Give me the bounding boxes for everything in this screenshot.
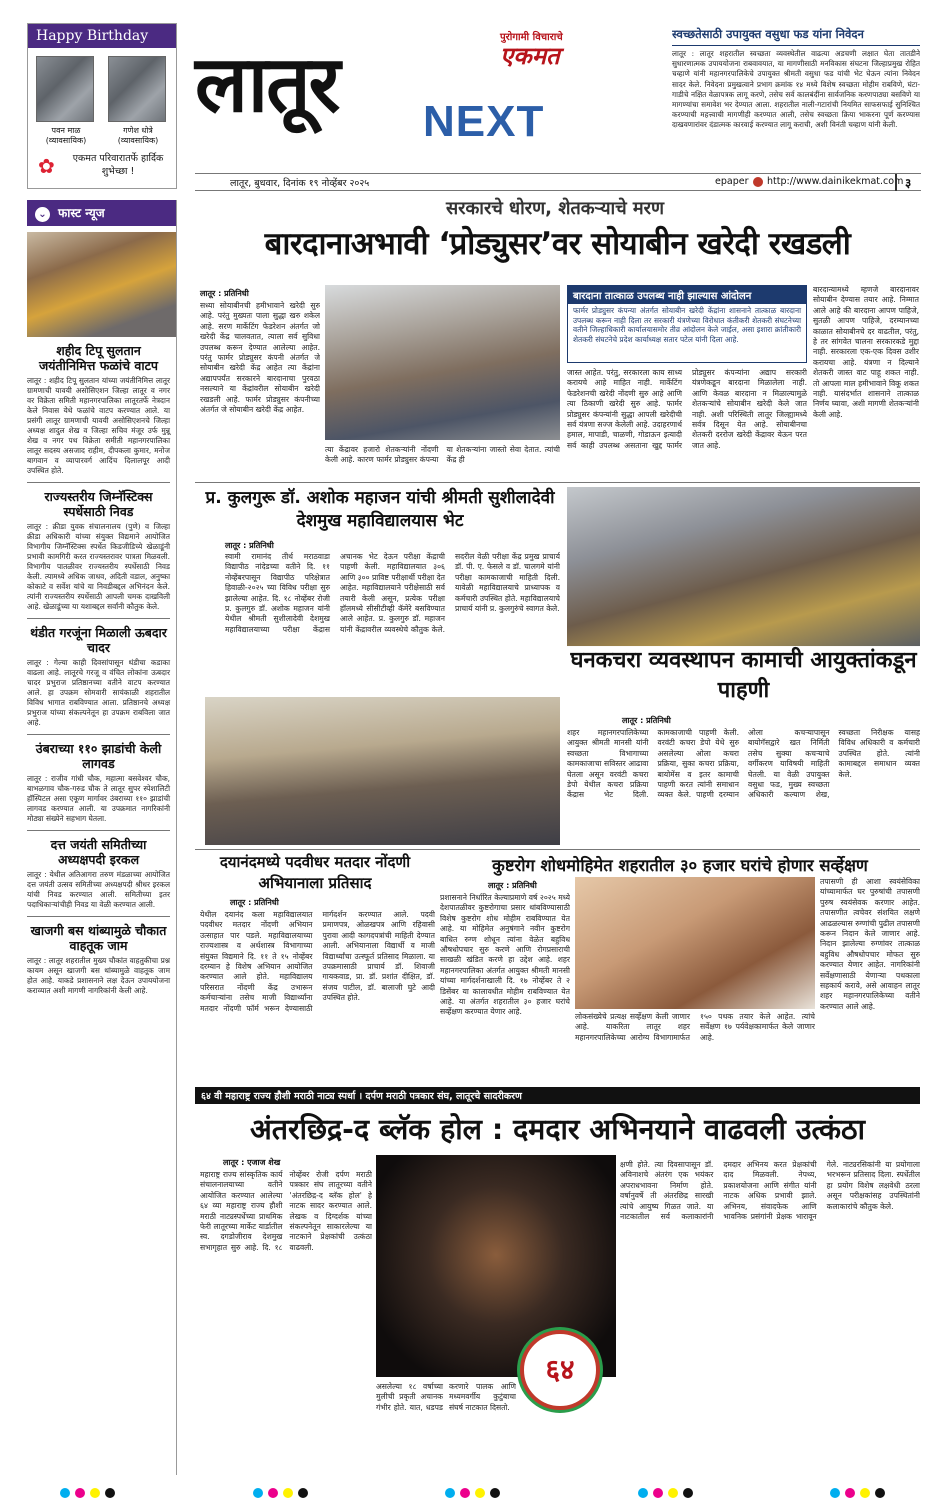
birthday-title: Happy Birthday <box>28 24 176 48</box>
news-head: शहीद टिपू सुलतान जयंतीनिमित्त फळांचे वाटप <box>38 343 159 373</box>
masthead-paper: एकमत <box>500 42 560 70</box>
visit-headline: प्र. कुलगुरू डॉ. अशोक महाजन यांची श्रीमती सुशीलादेवी देशमुख महाविद्यालयास भेट <box>205 488 555 531</box>
kicker: सरकारचे धोरण, शेतकऱ्याचे मरण <box>445 198 665 219</box>
news-head: राज्यस्तरीय जिम्नॅस्टिक्स स्पर्धेसाठी निवड <box>44 489 153 519</box>
drama-strip: ६४ वी महाराष्ट्र राज्य हौशी मराठी नाट्य स्पर्धा । दर्पण मराठी पत्रकार संघ, लातूरचे सादरीकरण <box>195 1087 920 1104</box>
top-story <box>672 27 920 172</box>
lead-photo <box>325 285 560 440</box>
fast-news-header <box>27 200 176 226</box>
leprosy-text: प्रशासनाने निर्धारित केल्याप्रमाणे वर्ष २०२५ मध्ये देशपातळीवर कुष्टरोगाचा प्रसार थांबविण्यासाठी विशेष कुष्टरोग शोध मोहीम राबविण्यात येत आहे. या मोहिमेत अनुषंगाने नवीन कुष्टरोग बाधित रुग्ण शोधून त्यांना वेळेत बहुविध औषधोपचार सुरु करणे आणि रोगप्रसाराची साखळी खंडित करणे हा उद्देश आहे. शहर महानगरपालिका अंतर्गत आयुक्त श्रीमती मानसी यांच्या मार्गदर्शनाखाली दि. १७ नोव्हेंबर ते २ डिसेंबर या कालावधीत मोहीम राबविण्यात येत आहे. या अंतर्गत शहरातील ३० हजार घरांचे सर्व्हेक्षण करण्यात येणार आहे. <box>440 893 570 1017</box>
fast-news-photo <box>27 232 176 337</box>
voter-headline: दयानंदमध्ये पदवीधर मतदार नोंदणी अभियानाला प्रतिसाद <box>219 853 411 892</box>
lead-text-left: सध्या सोयाबीनची हमीभावाने खरेदी सुरु आहे. परंतु मुख्यतः पाला सुद्धा खरु शकेल आहे. सरण मार्केटिंग फेडरेशन अंतर्गत जो खरेदी केंद्र चालवतात, त्याला सर्व सुविधा उपलब्ध करून देण्यात आलेल्या आहेत. परंतु फार्मर प्रोड्युसर कंपनी अंतर्गत जे सोयाबीन खरेदी केंद्र आहेत त्या केंद्रांना अद्यापपर्यंत सरकारने बारदानाचा पुरवठा नसल्याने या केंद्रांवरील सोयाबीन खरेदी रखडली आहे. फार्मर प्रोड्युसर कंपनीच्या अंतर्गत जे सोयाबीन खरेदी केंद्र आहेत. <box>200 301 320 415</box>
masthead <box>195 25 660 165</box>
person-role-2: (व्यावसायिक) <box>117 136 159 145</box>
leprosy-headline: कुष्टरोग शोधमोहिमेत शहरातील ३० हजार घरांचे होणार सर्व्हेक्षण <box>492 856 868 875</box>
dateline-text: लातूर, बुधवार, दिनांक १९ नोव्हेंबर २०२५ <box>230 178 370 189</box>
waste-headline: घनकचरा व्यवस्थापन कामाची आयुक्तांकडून पाहणी <box>567 646 920 706</box>
dateline-bar <box>195 173 921 191</box>
leprosy-byline: लातूर : प्रतिनिधी <box>488 881 537 890</box>
news-text: लातूर : लातूर शहरातील मुख्य चौकांत वाहतुकीचा प्रश्न कायम असून खाजगी बस थांब्यामुळे वाहतूक जाम होत आहे. याकडे प्रशासनाने लक्ष देऊन उपाययोजना कराव्यात अशी मागणी नागरिकांनी केली आहे. <box>27 956 170 995</box>
leprosy-caption: लोकसंख्येचे प्रत्यक्ष सर्व्हेक्षण केली जाणार आहे. याकरिता लातूर शहर महानगरपालिकेच्या आरोग्य विभागामार्फत १५० पथक तयार केले आहेत. त्यांचे सर्वेक्षण १७ पर्यवेक्षकामार्फत केले जाणार आहे. <box>575 1012 815 1042</box>
drama-byline: लातूर : एजाज शेख <box>223 1158 281 1167</box>
lead-sidebox <box>567 285 807 363</box>
drama-text-left: महाराष्ट्र राज्य सांस्कृतिक कार्य संचालनालयाच्या वतीने आयोजित करण्यात आलेल्या ६४ व्या महाराष्ट्र राज्य हौशी मराठी नाट्यस्पर्धेच्या प्राथमिक फेरी लातूरच्या मार्केट यार्डातील स्व. दगडोजीराव देशमुख सभागृहात सुरु आहे. दि. १८ नोव्हेंबर रोजी दर्पण मराठी पत्रकार संघ लातूरच्या वतीने 'अंतरछिद्र-द ब्लॅक होल' हे नाटक सादर करण्यात आले. लेखक व दिग्दर्शक यांच्या संकल्पनेतून साकारलेल्या या नाटकाने प्रेक्षकांची उत्कंठा वाढवली. <box>200 1170 372 1252</box>
news-text: लातूर : क्रीडा युवक संचालनालय (पुणे) व जिल्हा क्रीडा अधिकारी यांच्या संयुक्त विद्यमाने आयोजित विभागीय जिम्नॅस्टिक्स स्पर्धेत किडजीडिच्ये खेळाडूंनी प्रभावी कामगिरी करत राज्यस्तरावर पात्रता मिळवली. विभागीय पातळीवर राज्यस्तरीय स्पर्धेसाठी निवड केली. त्यामध्ये अधिक जाधव, अदिती वडाल, अनुष्का कोकाटे व सर्वेश यांचे या निवडीबद्दल अभिनंदन केले. त्यांनी राज्यस्तरीय स्पर्धेसाठी आपली चमक दाखविली आहे. खेळाडूंच्या या यशाबद्दल सर्वांनी कौतुक केले. <box>27 522 170 611</box>
voter-byline: लातूर : प्रतिनिधी <box>230 898 279 907</box>
masthead-city: लातूर <box>195 40 339 130</box>
person-photo-2 <box>108 56 166 122</box>
globe-icon <box>753 177 763 187</box>
visit-photo <box>205 697 560 845</box>
chevron-down-icon: ⌄ <box>35 207 50 222</box>
drama-text-right: क्षणी होते. त्या दिवसापासून डॉ. अविनाशचे अंतरंग एक भयंकर अपराधभावना निर्माण होते. वर्षानुवर्षे ती अंतरछिद्र सारखी त्यांचे आयुष्य गिळत जाते. या नाटकातील सर्व कलाकारांनी दमदार अभिनय करत प्रेक्षकांची दाद मिळवली. नेपथ्य, प्रकाशयोजना आणि संगीत यांनी नाटक अधिक प्रभावी झाले. अभिनय, संवादफेक आणि भावनिक प्रसंगांनी प्रेक्षक भारावून गेले. नाट्यरसिकांनी या प्रयोगाला भरभरून प्रतिसाद दिला. स्पर्धेतील हा प्रयोग विशेष लक्षवेधी ठरला असून परीक्षकांसह उपस्थितांनी कलाकारांचे कौतुक केले. <box>620 1160 920 1222</box>
news-head: उंबराच्या ११० झाडांची केली लागवड <box>35 741 162 771</box>
drama-headline: अंतरछिद्र-द ब्लॅक होल : दमदार अभिनयाने वाढवली उत्कंठा <box>250 1113 865 1146</box>
lead-caption: त्या केंद्रावर हजारो शेतकऱ्यांनी नोंदणी केली आहे. कारण फार्मर प्रोड्युसर कंपन्या या शेतकऱ्यांना जास्तो सेवा देतात. त्यांची केंद्र ही <box>325 445 560 465</box>
person-role-1: (व्यावसायिक) <box>45 136 87 145</box>
person-name-1: पवन माळ <box>51 126 81 135</box>
voter-text: येथील दयानंद कला महाविद्यालयात पदवीधर मतदार नोंदणी अभियान उत्साहात पार पडले. महाविद्यालयाच्या राज्यशास्त्र व अर्थशास्त्र विभागाच्या संयुक्त विद्यमाने दि. ११ ते १५ नोव्हेंबर दरम्यान हे विशेष अभियान आयोजित करण्यात आले होते. महाविद्यालय परिसरात नोंदणी केंद्र उभारून कर्मचाऱ्यांना तसेच माजी विद्यार्थ्यांना मतदार नोंदणी फॉर्म भरून देण्यासाठी मार्गदर्शन करण्यात आले. पदवी प्रमाणपत्र, ओळखपत्र आणि रहिवासी पुरावा आदी कागदपत्रांची माहिती देण्यात आली. अभियानाला विद्यार्थी व माजी विद्यार्थ्यांचा उत्स्फूर्त प्रतिसाद मिळाला. या उपक्रमासाठी प्राचार्य डॉ. शिवाजी गायकवाड, प्रा. डॉ. प्रशांत दीक्षित, डॉ. संजय पाटील, डॉ. बालाजी घुटे आदी उपस्थित होते. <box>200 910 435 1013</box>
birthday-box <box>27 23 177 189</box>
news-text: लातूर : शहीद टिपू सुलतान यांच्या जयंतीनिमित्त लातूर ग्रामणाची यावयी असोसिएशन जिल्हा लातूर व नगर वर विक्रेता समिती महानगरपालिका लातूरतर्फे नेत्रदान केले निवास येथे फळांचे वाटप करण्यात आले. या प्रसंगी लातूर ग्रामणाची यावयी असोसिएशनचे जिल्हा अध्यक्ष शादुल शेख व जिल्हा सचिव मंजूर उर्फ मुन्नू शेख व नगर पथ विक्रेता समीती महानगरपालिका लातूर सदस्य असजाद राहीम, दीपकला कुमार, मनोज बागवान व व्यापारवर्ग आदिंच दिलालपूर आदी उपस्थित होते. <box>27 376 170 475</box>
lead-text-mid: जास्त आहेत. परंतु, सरकारला काय साध्य करायचे आहे माहित नाही. मार्केटिंग फेडरेशनची खरेदी नोंदणी सुरु आहे आणि त्या ठिकाणी खरेदी सुरु आहे. फार्मर प्रोड्युसर कंपन्यांनी सुद्धा आपली खरेदीची सर्व यंत्रणा सज्ज केलेली आहे. उदाहरणार्थ हमाल, मापाडी, चाळणी, गोडाऊन इत्यादी सर्व काही उपलब्ध असताना खुद्द फार्मर प्रोड्युसर कंपन्यांना अद्याप सरकारी यंत्रणेकडून बारदाना मिळालेला नाही. आणि केवळ बारदाना न मिळाल्यामुळे शेतकऱ्यांचे सोयाबीन खरेदी केले जात नाही. अशी परिस्थिती लातूर जिल्ह्यामध्ये सर्वत्र दिसून येत आहे. सोयाबीनचा शेतकरी दररोज खरेदी केंद्रावर येऊन परत जात आहे. <box>567 368 807 450</box>
visit-text: स्वामी रामानंद तीर्थ मराठवाडा विद्यापीठ नांदेडच्या वतीने दि. ११ नोव्हेंबरपासून विद्यापीठ परिक्षेत्रात हिवाळी-२०२५ च्या विविध परीक्षा सुरु झालेल्या आहेत. दि. १८ नोव्हेंबर रोजी प्र. कुलगुरु डॉ. अशोक महाजन यांनी येथील श्रीमती सुशीलादेवी देशमुख महाविद्यालयाच्या परीक्षा केंद्रास अचानक भेट देऊन परीक्षा केंद्राची पाहणी केली. महाविद्यालयात ३०६ आणि ३०० प्राविष्ट परीक्षार्थी परीक्षा देत आहेत. महाविद्यालयाने परीक्षेसाठी सर्व तयारी केली असून, प्रत्येक परीक्षा हॉलमध्ये सीसीटीव्ही कॅमेरे बसविण्यात आले आहेत. प्र. कुलगुरु डॉ. महाजन यांनी केंद्रावरील व्यवस्थेचे कौतुक केले. सदरील वेळी परीक्षा केंद्र प्रमुख प्राचार्य डॉ. पी. ए. फेसले व डॉ. चालगमे यांनी परीक्षा कामकाजाची माहिती दिली. यावेळी महाविद्यालयाचे प्राध्यापक व कर्मचारी उपस्थित होते. महाविद्यालयाचे प्राचार्य यांनी प्र. कुलगुरुंचे स्वागत केले. <box>225 552 560 634</box>
top-story-title: स्वच्छतेसाठी उपायुक्त वसुधा फड यांना निवेदन <box>672 27 920 46</box>
page-number: ३ <box>895 174 911 191</box>
sidebox-text: फार्मर प्रोड्युसर कंपन्या अंतर्गत सोयाबीन खरेदी केंद्रांना शासनाने तात्काळ बारदाना उपलब्ध करून नाही दिला तर सरकारी यंत्रणेच्या विरोधात कंतीकरी शेतकरी संघटनेच्या वतीने जिल्हाधिकारी कार्यालयासमोर तीव्र आंदोलन केले जाईल, असा इशारा क्रांतीकारी शेतकरी संघटनेचे प्रदेश कार्याध्यक्ष सतार पटेल यांनी दिला आहे. <box>573 306 801 344</box>
fast-news-title: फास्ट न्यूज <box>58 206 105 220</box>
waste-photo <box>567 487 920 647</box>
news-head: थंडीत गरजूंना मिळाली ऊबदार चादर <box>30 625 167 655</box>
flower-icon: ✿ <box>38 154 55 178</box>
waste-byline: लातूर : प्रतिनिधी <box>622 716 671 725</box>
visit-byline: लातूर : प्रतिनिधी <box>225 541 274 550</box>
epaper-label: epaper <box>715 176 749 187</box>
news-head: खाजगी बस थांब्यामुळे चौकात वाहतूक जाम <box>30 923 167 953</box>
drama-logo-number: ६४ <box>545 1353 575 1386</box>
person-photo-1 <box>36 56 94 122</box>
lead-headline: बारदानाअभावी ‘प्रोड्युसर’वर सोयाबीन खरेदी रखडली <box>264 226 851 262</box>
drama-logo <box>520 1330 600 1410</box>
drama-caption: असलेल्या १८ वर्षाच्या मुलीची प्रकृती अचानक गंभीर होते. यात, धडपड करणारे पालक आणि मध्यमवर्गीय कुटुंबाचा संघर्ष नाटकात दिसतो. <box>376 1382 516 1412</box>
lead-byline: लातूर : प्रतिनिधी <box>200 289 249 298</box>
news-text: लातूर : येथील अतिआगरा तरुण मंडळाच्या आयोजित दत्त जयंती उत्सव समितीच्या अध्यक्षपदी श्रीधर इरकल यांची निवड करण्यात आली. समितीच्या इतर पदाधिकाऱ्यांचीही निवड या वेळी करण्यात आली. <box>27 870 170 909</box>
news-text: लातूर : गेल्या काही दिवसांपासून थंडीचा कडाका वाढला आहे. लातूरचे गरजू व वंचित लोकांना ऊबदार चादर प्रभुराज प्रतिष्ठानच्या वतीने वाटप करण्यात आले. हा उपक्रम सोमवारी सायंकाळी शहरातील विविध भागात राबविण्यात आला. प्रतिष्ठानचे अध्यक्ष प्रभुराज यांच्या संकल्पनेतून हा उपक्रम राबविला जात आहे. <box>27 658 170 727</box>
masthead-next: NEXT <box>423 97 545 146</box>
news-head: दत्त जयंती समितीच्या अध्यक्षपदी इरकल <box>50 837 147 867</box>
waste-text: शहर महानगरपालिकेच्या आयुक्त श्रीमती मानसी यांनी स्वच्छता विभागाच्या कामकाजाचा सविस्तर आढावा घेतला असून वरवंटी कचरा डेपो येथील कचरा प्रक्रिया केंद्रास भेट दिली. कामकाजाची पाहणी केली. वरवंटी कचरा डेपो येथे सुरु असलेल्या ओला कचरा प्रक्रिया, सुका कचरा प्रक्रिया, बायोमेंस व इतर कामाची पाहणी करत त्यांनी समाधान व्यक्त केले. पाहणी दरम्यान ओला कचऱ्यापासून बायोगॅसद्वारे खत निर्मिती तसेच सुक्या कचऱ्याचे वर्गीकरण याविषयी माहिती घेतली. या वेळी उपायुक्त वसुधा फड, मुख्य स्वच्छता अधिकारी कल्याण शेख, स्वच्छता निरीक्षक यासह विविध अधिकारी व कर्मचारी उपस्थित होते. त्यांनी कामाबद्दल समाधान व्यक्त केले. <box>567 728 920 800</box>
lead-text-right: बारदान्यामध्ये म्हणजे बारदानावर सोयाबीन देण्यास तयार आहे. निम्मात आले आहे की बारदाना आपण पाहिजे, सुतळी आपण पाहिजे, दरम्यानच्या काळात सोयाबीनचे दर वाढतील, परंतु, हे तर सांगवेत चालना सरकारकडे मुद्दा नाही. सरकारला एक-एक दिवस उशीर करायचा आहे. यंत्रणा न दिल्याने शेतकरी जास्त वाट पाहू शकत नाही. तो आपला माल हमीभावाने विकू शकत नाही. यासंदर्भात शासनाने तात्काळ निर्णय घ्यावा, अशी मागणी शेतकऱ्यांनी केली आहे. <box>813 285 919 419</box>
color-registration-bar <box>60 1483 890 1495</box>
website-link[interactable]: http://www.dainikekmat.com <box>767 176 904 187</box>
news-text: लातूर : राजीव गांधी चौक, महात्मा बसवेश्वर चौक, बाभळगाव चौक-गरुड चौक ते लातूर सुपर स्पेशालिटी हॉस्पिटल असा एकूण मार्गावर उंबराच्या ११० झाडांची लागवड करण्यात आली. या उपक्रमात नागरिकांनी मोठ्या संख्येने सहभाग घेतला. <box>27 774 170 823</box>
masthead-tagline: पुरोगामी विचाराचे <box>500 32 563 43</box>
leprosy-photo <box>575 877 815 1009</box>
fast-news-column <box>27 200 177 1475</box>
leprosy-text-right: तपासणी ही आशा स्वयंसेविका यांच्यामार्फत घर पुरुषांची तपासणी पुरुष स्वयंसेवक करणार आहेत. तपासणीत त्वचेवर संशयित लक्षणे आढळल्यास रुग्णांची पुढील तपासणी करून निदान केले जाणार आहे. निदान झालेल्या रुग्णांवर तात्काळ बहुविध औषधोपचार मोफत सुरु करण्यात येणार आहेत. नागरिकांनी सर्वेक्षणासाठी येणाऱ्या पथकाला सहकार्य करावे, असे आवाहन लातूर शहर महानगरपालिकेच्या वतीने करण्यात आले आहे. <box>820 877 920 1011</box>
fast-news-item <box>27 343 176 996</box>
sidebox-title: बारदाना तात्काळ उपलब्ध नाही झाल्यास आंदोलन <box>568 286 806 304</box>
person-name-2: गणेश धोत्रे <box>123 126 153 135</box>
top-story-text: लातूर : लातूर शहरातील स्वच्छता व्यवस्थेतील वाढत्या अडचणी लक्षात घेता तातडीने सुधारणात्मक उपाययोजना राबवावयात, या मागणीसाठी मनविकास संघटना जिल्हाप्रमुख रोहित चव्हाणे यांनी महानगरपालिकेचे उपायुक्त श्रीमती वसुधा फड यांची भेट घेऊन त्यांना निवेदन सादर केले. निवेदना प्रमुखत्वाने प्रभाग क्रमांक १४ मध्ये विशेष स्वच्छता मोहीम राबविणे, घंटा-गाडीचे नक्षित वेळापत्रक लागू करणे, तसेच सर्व कालबंदींना सार्वजनिक करणपाठ्या बसविणे या मागण्यांचा समावेश भर देण्यात आला. शहरातील नाली-गटारांची नियमित साफसफाई सुनिश्चित करण्याची महत्त्वाची मागणीही करण्यात आली, तसेच स्वच्छता क्रिया भाकरना पूर्ण करण्यास दाखवणारांवर दंडात्मक कारवाई करण्यात लागू कराची, अशी विनंती चव्हाण यांनी केली. <box>672 49 920 130</box>
birthday-wish: एकमत परिवारातर्फे हार्दिक शुभेच्छा ! <box>72 153 164 177</box>
